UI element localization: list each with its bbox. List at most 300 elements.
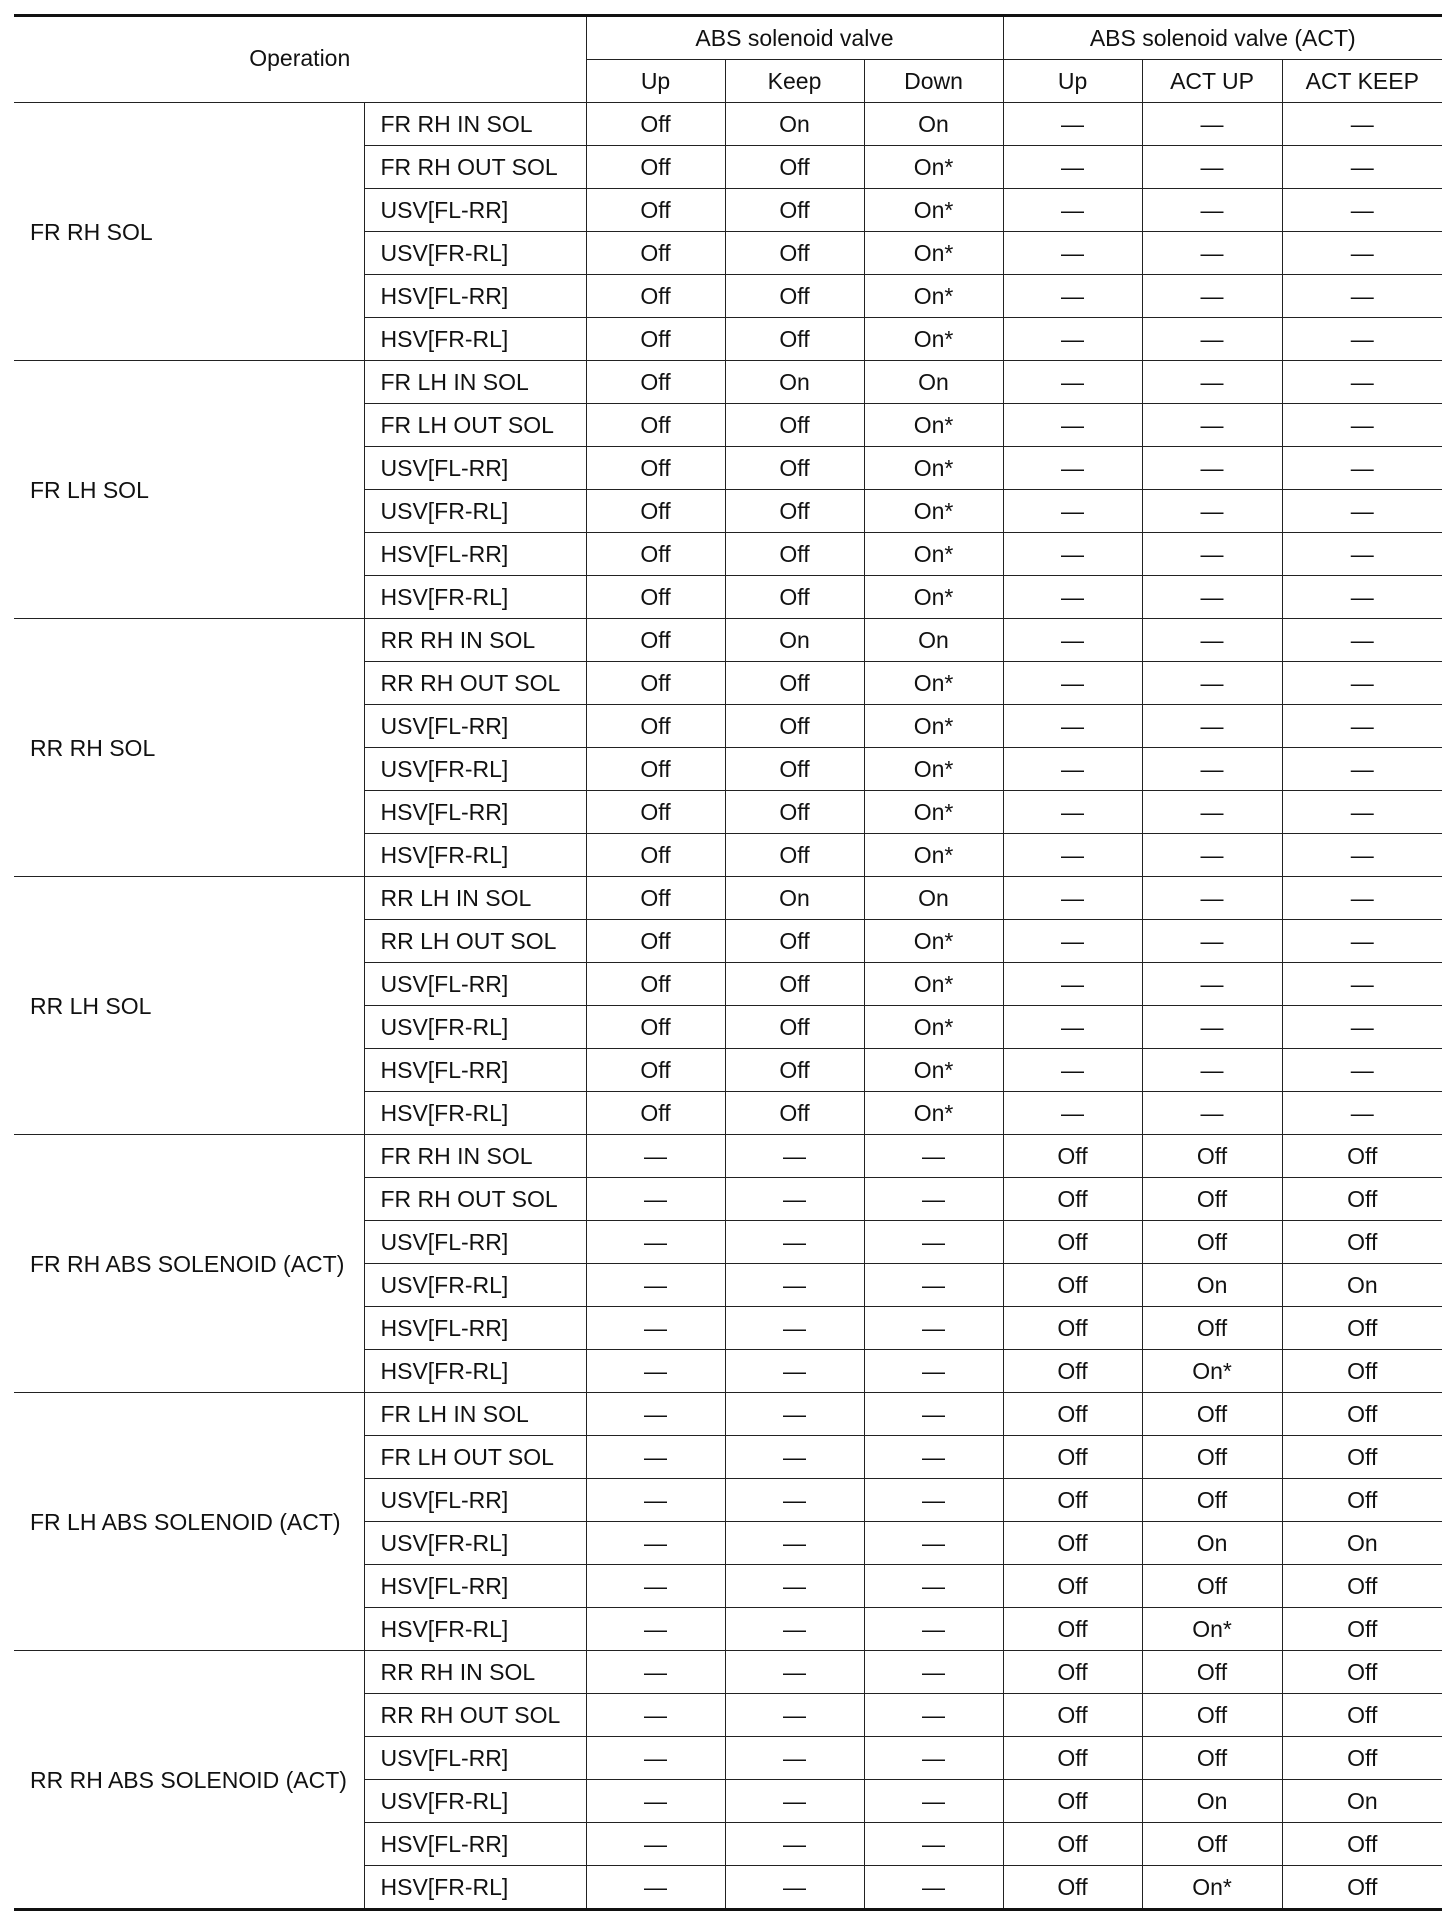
valve-state-cell: — (1142, 103, 1282, 146)
valve-state-cell: — (1003, 834, 1142, 877)
valve-state-cell: Off (1282, 1350, 1442, 1393)
column-header-act-up: ACT UP (1142, 60, 1282, 103)
valve-state-cell: On* (864, 318, 1003, 361)
valve-state-cell: — (725, 1479, 864, 1522)
solenoid-item-label: USV[FL-RR] (364, 705, 586, 748)
valve-state-cell: — (864, 1522, 1003, 1565)
solenoid-item-label: HSV[FL-RR] (364, 1049, 586, 1092)
valve-state-cell: Off (1282, 1565, 1442, 1608)
solenoid-item-label: FR LH OUT SOL (364, 404, 586, 447)
valve-state-cell: — (1142, 877, 1282, 920)
column-header-act-up-mode: Up (1003, 60, 1142, 103)
valve-state-cell: — (725, 1823, 864, 1866)
valve-state-cell: On* (1142, 1350, 1282, 1393)
valve-state-cell: — (586, 1264, 725, 1307)
valve-state-cell: — (1142, 963, 1282, 1006)
valve-state-cell: On (864, 103, 1003, 146)
valve-state-cell: — (1003, 619, 1142, 662)
valve-state-cell: — (586, 1436, 725, 1479)
solenoid-item-label: USV[FR-RL] (364, 1264, 586, 1307)
valve-state-cell: Off (1003, 1608, 1142, 1651)
valve-state-cell: — (1142, 576, 1282, 619)
valve-state-cell: — (864, 1608, 1003, 1651)
valve-state-cell: On* (864, 404, 1003, 447)
valve-state-cell: On (725, 877, 864, 920)
valve-state-cell: — (725, 1135, 864, 1178)
valve-state-cell: Off (1003, 1565, 1142, 1608)
valve-state-cell: Off (1003, 1866, 1142, 1910)
valve-state-cell: Off (1003, 1178, 1142, 1221)
valve-state-cell: Off (586, 834, 725, 877)
valve-state-cell: Off (1003, 1694, 1142, 1737)
solenoid-item-label: USV[FR-RL] (364, 1780, 586, 1823)
valve-state-cell: Off (1282, 1221, 1442, 1264)
valve-state-cell: — (586, 1178, 725, 1221)
valve-state-cell: Off (586, 361, 725, 404)
valve-state-cell: — (864, 1264, 1003, 1307)
valve-state-cell: Off (1282, 1608, 1442, 1651)
table-body (14, 103, 1442, 1910)
valve-state-cell: Off (586, 1092, 725, 1135)
valve-state-cell: — (1142, 232, 1282, 275)
valve-state-cell: Off (725, 705, 864, 748)
valve-state-cell: — (1282, 619, 1442, 662)
solenoid-item-label: RR LH OUT SOL (364, 920, 586, 963)
valve-state-cell: Off (586, 404, 725, 447)
solenoid-item-label: USV[FR-RL] (364, 490, 586, 533)
valve-state-cell: Off (1142, 1393, 1282, 1436)
valve-state-cell: — (1003, 103, 1142, 146)
valve-state-cell: — (1003, 318, 1142, 361)
valve-state-cell: — (1282, 748, 1442, 791)
valve-state-cell: — (1142, 1092, 1282, 1135)
valve-state-cell: Off (1003, 1350, 1142, 1393)
solenoid-item-label: HSV[FL-RR] (364, 1823, 586, 1866)
solenoid-item-label: RR RH OUT SOL (364, 662, 586, 705)
valve-state-cell: — (1142, 404, 1282, 447)
valve-state-cell: — (1142, 662, 1282, 705)
valve-state-cell: — (1142, 361, 1282, 404)
valve-state-cell: Off (1282, 1135, 1442, 1178)
valve-state-cell: — (1142, 490, 1282, 533)
valve-state-cell: On* (864, 146, 1003, 189)
valve-state-cell: Off (725, 318, 864, 361)
valve-state-cell: — (1003, 576, 1142, 619)
valve-state-cell: — (864, 1780, 1003, 1823)
solenoid-item-label: RR RH IN SOL (364, 1651, 586, 1694)
valve-state-cell: Off (1003, 1823, 1142, 1866)
operation-header: Operation (14, 16, 586, 103)
valve-state-cell: — (586, 1393, 725, 1436)
valve-state-cell: Off (1282, 1737, 1442, 1780)
solenoid-item-label: HSV[FR-RL] (364, 318, 586, 361)
valve-state-cell: Off (586, 189, 725, 232)
valve-state-cell: Off (725, 275, 864, 318)
valve-state-cell: — (1282, 1006, 1442, 1049)
valve-state-cell: — (586, 1135, 725, 1178)
solenoid-item-label: HSV[FL-RR] (364, 533, 586, 576)
solenoid-item-label: USV[FL-RR] (364, 447, 586, 490)
valve-state-cell: — (586, 1608, 725, 1651)
table-row (14, 877, 1442, 920)
valve-state-cell: On (1142, 1522, 1282, 1565)
valve-state-cell: Off (725, 834, 864, 877)
valve-state-cell: On (864, 877, 1003, 920)
valve-state-cell: — (864, 1307, 1003, 1350)
valve-state-cell: On* (864, 232, 1003, 275)
valve-state-cell: Off (725, 662, 864, 705)
valve-state-cell: — (1003, 146, 1142, 189)
valve-state-cell: Off (1282, 1393, 1442, 1436)
valve-state-cell: On* (864, 1006, 1003, 1049)
valve-state-cell: Off (1282, 1178, 1442, 1221)
valve-state-cell: — (864, 1135, 1003, 1178)
valve-state-cell: Off (586, 576, 725, 619)
operation-group-label: FR RH SOL (14, 103, 364, 361)
valve-state-cell: — (1282, 1092, 1442, 1135)
solenoid-item-label: USV[FL-RR] (364, 1221, 586, 1264)
valve-state-cell: — (1282, 275, 1442, 318)
valve-state-cell: Off (586, 662, 725, 705)
valve-state-cell: Off (725, 576, 864, 619)
valve-state-cell: Off (586, 447, 725, 490)
valve-state-cell: On* (864, 1092, 1003, 1135)
valve-state-cell: On (1142, 1264, 1282, 1307)
valve-state-cell: Off (586, 748, 725, 791)
valve-state-cell: On* (864, 1049, 1003, 1092)
valve-state-cell: Off (586, 920, 725, 963)
valve-state-cell: — (1142, 791, 1282, 834)
valve-state-cell: — (864, 1178, 1003, 1221)
valve-state-cell: — (1282, 705, 1442, 748)
valve-state-cell: — (1142, 705, 1282, 748)
valve-state-cell: — (1142, 834, 1282, 877)
valve-state-cell: Off (725, 963, 864, 1006)
valve-state-cell: Off (1142, 1436, 1282, 1479)
valve-state-cell: — (725, 1780, 864, 1823)
valve-state-cell: — (1003, 232, 1142, 275)
valve-state-cell: — (1003, 1092, 1142, 1135)
solenoid-item-label: FR RH OUT SOL (364, 1178, 586, 1221)
solenoid-item-label: FR LH IN SOL (364, 361, 586, 404)
operation-group-label: FR LH ABS SOLENOID (ACT) (14, 1393, 364, 1651)
valve-state-cell: On (864, 361, 1003, 404)
valve-state-cell: — (864, 1651, 1003, 1694)
valve-state-cell: Off (1003, 1780, 1142, 1823)
valve-state-cell: — (1142, 1006, 1282, 1049)
valve-state-cell: — (1003, 963, 1142, 1006)
valve-state-cell: Off (1142, 1823, 1282, 1866)
valve-state-cell: Off (1003, 1737, 1142, 1780)
valve-state-cell: — (586, 1823, 725, 1866)
valve-state-cell: Off (1282, 1436, 1442, 1479)
valve-state-cell: — (1003, 404, 1142, 447)
solenoid-item-label: HSV[FL-RR] (364, 275, 586, 318)
abs-solenoid-valve-header: ABS solenoid valve (586, 16, 1003, 60)
solenoid-item-label: FR RH IN SOL (364, 103, 586, 146)
valve-state-cell: — (864, 1737, 1003, 1780)
table-row (14, 361, 1442, 404)
valve-state-cell: — (1282, 791, 1442, 834)
valve-state-cell: Off (725, 447, 864, 490)
valve-state-cell: On* (864, 705, 1003, 748)
valve-state-cell: Off (1142, 1307, 1282, 1350)
valve-state-cell: — (725, 1737, 864, 1780)
valve-state-cell: On* (864, 791, 1003, 834)
solenoid-item-label: USV[FL-RR] (364, 1479, 586, 1522)
valve-state-cell: Off (586, 705, 725, 748)
column-header-down: Down (864, 60, 1003, 103)
valve-state-cell: — (725, 1436, 864, 1479)
valve-state-cell: Off (725, 1049, 864, 1092)
valve-state-cell: On* (864, 920, 1003, 963)
solenoid-item-label: HSV[FR-RL] (364, 1866, 586, 1910)
valve-state-cell: Off (725, 533, 864, 576)
table-row (14, 619, 1442, 662)
valve-state-cell: — (586, 1866, 725, 1910)
valve-state-cell: — (1142, 748, 1282, 791)
valve-state-cell: On* (1142, 1866, 1282, 1910)
valve-state-cell: On* (864, 533, 1003, 576)
solenoid-item-label: HSV[FR-RL] (364, 1350, 586, 1393)
valve-state-cell: — (1003, 1049, 1142, 1092)
solenoid-item-label: USV[FR-RL] (364, 1006, 586, 1049)
valve-state-cell: — (1142, 275, 1282, 318)
solenoid-operation-table (14, 14, 1442, 1911)
valve-state-cell: Off (586, 877, 725, 920)
valve-state-cell: Off (725, 404, 864, 447)
valve-state-cell: Off (1003, 1479, 1142, 1522)
valve-state-cell: Off (725, 920, 864, 963)
valve-state-cell: — (1142, 318, 1282, 361)
table-row (14, 1393, 1442, 1436)
valve-state-cell: Off (1142, 1694, 1282, 1737)
valve-state-cell: On (725, 361, 864, 404)
column-header-up: Up (586, 60, 725, 103)
valve-state-cell: On (1142, 1780, 1282, 1823)
valve-state-cell: — (586, 1737, 725, 1780)
valve-state-cell: On* (864, 834, 1003, 877)
valve-state-cell: Off (586, 232, 725, 275)
valve-state-cell: — (1282, 146, 1442, 189)
valve-state-cell: — (725, 1393, 864, 1436)
valve-state-cell: Off (1282, 1866, 1442, 1910)
valve-state-cell: — (1282, 103, 1442, 146)
valve-state-cell: — (586, 1522, 725, 1565)
valve-state-cell: — (1003, 748, 1142, 791)
valve-state-cell: — (1282, 404, 1442, 447)
valve-state-cell: Off (1003, 1393, 1142, 1436)
operation-group-label: FR RH ABS SOLENOID (ACT) (14, 1135, 364, 1393)
valve-state-cell: Off (725, 189, 864, 232)
valve-state-cell: On* (864, 662, 1003, 705)
valve-state-cell: — (725, 1694, 864, 1737)
valve-state-cell: Off (1282, 1307, 1442, 1350)
valve-state-cell: — (725, 1264, 864, 1307)
operation-group-label: FR LH SOL (14, 361, 364, 619)
solenoid-item-label: HSV[FR-RL] (364, 576, 586, 619)
solenoid-item-label: FR LH OUT SOL (364, 1436, 586, 1479)
valve-state-cell: — (864, 1479, 1003, 1522)
valve-state-cell: — (1003, 533, 1142, 576)
valve-state-cell: — (1282, 834, 1442, 877)
valve-state-cell: — (1003, 705, 1142, 748)
solenoid-item-label: HSV[FR-RL] (364, 834, 586, 877)
solenoid-item-label: HSV[FL-RR] (364, 1307, 586, 1350)
valve-state-cell: — (1003, 662, 1142, 705)
valve-state-cell: — (1282, 576, 1442, 619)
solenoid-item-label: USV[FL-RR] (364, 1737, 586, 1780)
valve-state-cell: — (1003, 275, 1142, 318)
valve-state-cell: — (1142, 920, 1282, 963)
valve-state-cell: — (1142, 447, 1282, 490)
valve-state-cell: — (1282, 447, 1442, 490)
valve-state-cell: On* (864, 748, 1003, 791)
solenoid-item-label: USV[FR-RL] (364, 748, 586, 791)
solenoid-item-label: USV[FR-RL] (364, 232, 586, 275)
valve-state-cell: Off (1003, 1522, 1142, 1565)
valve-state-cell: — (1282, 662, 1442, 705)
solenoid-operation-table-container (14, 14, 1442, 1911)
solenoid-item-label: HSV[FR-RL] (364, 1608, 586, 1651)
valve-state-cell: On* (864, 275, 1003, 318)
solenoid-item-label: FR RH IN SOL (364, 1135, 586, 1178)
valve-state-cell: — (586, 1307, 725, 1350)
valve-state-cell: — (586, 1479, 725, 1522)
valve-state-cell: — (1003, 920, 1142, 963)
valve-state-cell: Off (1142, 1221, 1282, 1264)
valve-state-cell: — (725, 1178, 864, 1221)
valve-state-cell: Off (586, 318, 725, 361)
valve-state-cell: — (725, 1651, 864, 1694)
solenoid-item-label: FR LH IN SOL (364, 1393, 586, 1436)
valve-state-cell: Off (1142, 1479, 1282, 1522)
solenoid-item-label: HSV[FL-RR] (364, 791, 586, 834)
valve-state-cell: — (725, 1866, 864, 1910)
valve-state-cell: On* (864, 576, 1003, 619)
valve-state-cell: On (864, 619, 1003, 662)
valve-state-cell: — (586, 1221, 725, 1264)
valve-state-cell: — (725, 1350, 864, 1393)
valve-state-cell: — (1282, 877, 1442, 920)
valve-state-cell: Off (1282, 1694, 1442, 1737)
valve-state-cell: Off (1142, 1737, 1282, 1780)
valve-state-cell: Off (725, 1092, 864, 1135)
valve-state-cell: — (1282, 318, 1442, 361)
valve-state-cell: Off (1142, 1565, 1282, 1608)
valve-state-cell: Off (1142, 1178, 1282, 1221)
valve-state-cell: — (1282, 533, 1442, 576)
valve-state-cell: Off (586, 533, 725, 576)
valve-state-cell: Off (586, 146, 725, 189)
valve-state-cell: — (586, 1694, 725, 1737)
valve-state-cell: — (586, 1565, 725, 1608)
valve-state-cell: Off (586, 963, 725, 1006)
valve-state-cell: On (725, 103, 864, 146)
valve-state-cell: — (725, 1522, 864, 1565)
valve-state-cell: — (864, 1823, 1003, 1866)
valve-state-cell: On* (864, 189, 1003, 232)
valve-state-cell: — (1003, 447, 1142, 490)
valve-state-cell: Off (586, 1049, 725, 1092)
valve-state-cell: Off (725, 748, 864, 791)
valve-state-cell: — (1142, 1049, 1282, 1092)
valve-state-cell: — (1003, 1006, 1142, 1049)
valve-state-cell: Off (725, 1006, 864, 1049)
valve-state-cell: — (725, 1608, 864, 1651)
valve-state-cell: — (586, 1651, 725, 1694)
solenoid-item-label: FR RH OUT SOL (364, 146, 586, 189)
solenoid-item-label: USV[FL-RR] (364, 963, 586, 1006)
valve-state-cell: — (1003, 490, 1142, 533)
valve-state-cell: Off (1003, 1307, 1142, 1350)
valve-state-cell: Off (586, 490, 725, 533)
valve-state-cell: On* (864, 490, 1003, 533)
column-header-act-keep: ACT KEEP (1282, 60, 1442, 103)
valve-state-cell: Off (725, 791, 864, 834)
valve-state-cell: — (1142, 189, 1282, 232)
table-row (14, 1651, 1442, 1694)
header-row-groups (14, 16, 1442, 60)
valve-state-cell: — (864, 1436, 1003, 1479)
valve-state-cell: On (1282, 1780, 1442, 1823)
valve-state-cell: Off (1003, 1135, 1142, 1178)
valve-state-cell: — (586, 1350, 725, 1393)
valve-state-cell: Off (586, 1006, 725, 1049)
solenoid-item-label: HSV[FR-RL] (364, 1092, 586, 1135)
valve-state-cell: Off (1282, 1479, 1442, 1522)
valve-state-cell: — (1003, 877, 1142, 920)
valve-state-cell: Off (725, 232, 864, 275)
valve-state-cell: — (1003, 791, 1142, 834)
solenoid-item-label: HSV[FL-RR] (364, 1565, 586, 1608)
valve-state-cell: On* (864, 447, 1003, 490)
column-header-keep: Keep (725, 60, 864, 103)
valve-state-cell: Off (725, 146, 864, 189)
valve-state-cell: — (1142, 533, 1282, 576)
valve-state-cell: Off (1003, 1436, 1142, 1479)
valve-state-cell: On* (864, 963, 1003, 1006)
valve-state-cell: — (864, 1350, 1003, 1393)
valve-state-cell: Off (1142, 1135, 1282, 1178)
valve-state-cell: — (1282, 232, 1442, 275)
valve-state-cell: — (725, 1307, 864, 1350)
valve-state-cell: — (864, 1221, 1003, 1264)
valve-state-cell: On (725, 619, 864, 662)
valve-state-cell: Off (586, 275, 725, 318)
valve-state-cell: — (1282, 920, 1442, 963)
operation-group-label: RR RH SOL (14, 619, 364, 877)
valve-state-cell: Off (1003, 1264, 1142, 1307)
valve-state-cell: Off (1003, 1651, 1142, 1694)
valve-state-cell: — (864, 1866, 1003, 1910)
valve-state-cell: — (1282, 361, 1442, 404)
valve-state-cell: — (1282, 189, 1442, 232)
valve-state-cell: Off (725, 490, 864, 533)
valve-state-cell: — (1142, 146, 1282, 189)
valve-state-cell: Off (586, 619, 725, 662)
solenoid-item-label: USV[FL-RR] (364, 189, 586, 232)
valve-state-cell: — (725, 1221, 864, 1264)
valve-state-cell: Off (1142, 1651, 1282, 1694)
valve-state-cell: — (864, 1694, 1003, 1737)
valve-state-cell: — (1282, 490, 1442, 533)
valve-state-cell: On (1282, 1264, 1442, 1307)
solenoid-item-label: RR LH IN SOL (364, 877, 586, 920)
valve-state-cell: Off (1003, 1221, 1142, 1264)
operation-group-label: RR RH ABS SOLENOID (ACT) (14, 1651, 364, 1910)
valve-state-cell: Off (586, 791, 725, 834)
